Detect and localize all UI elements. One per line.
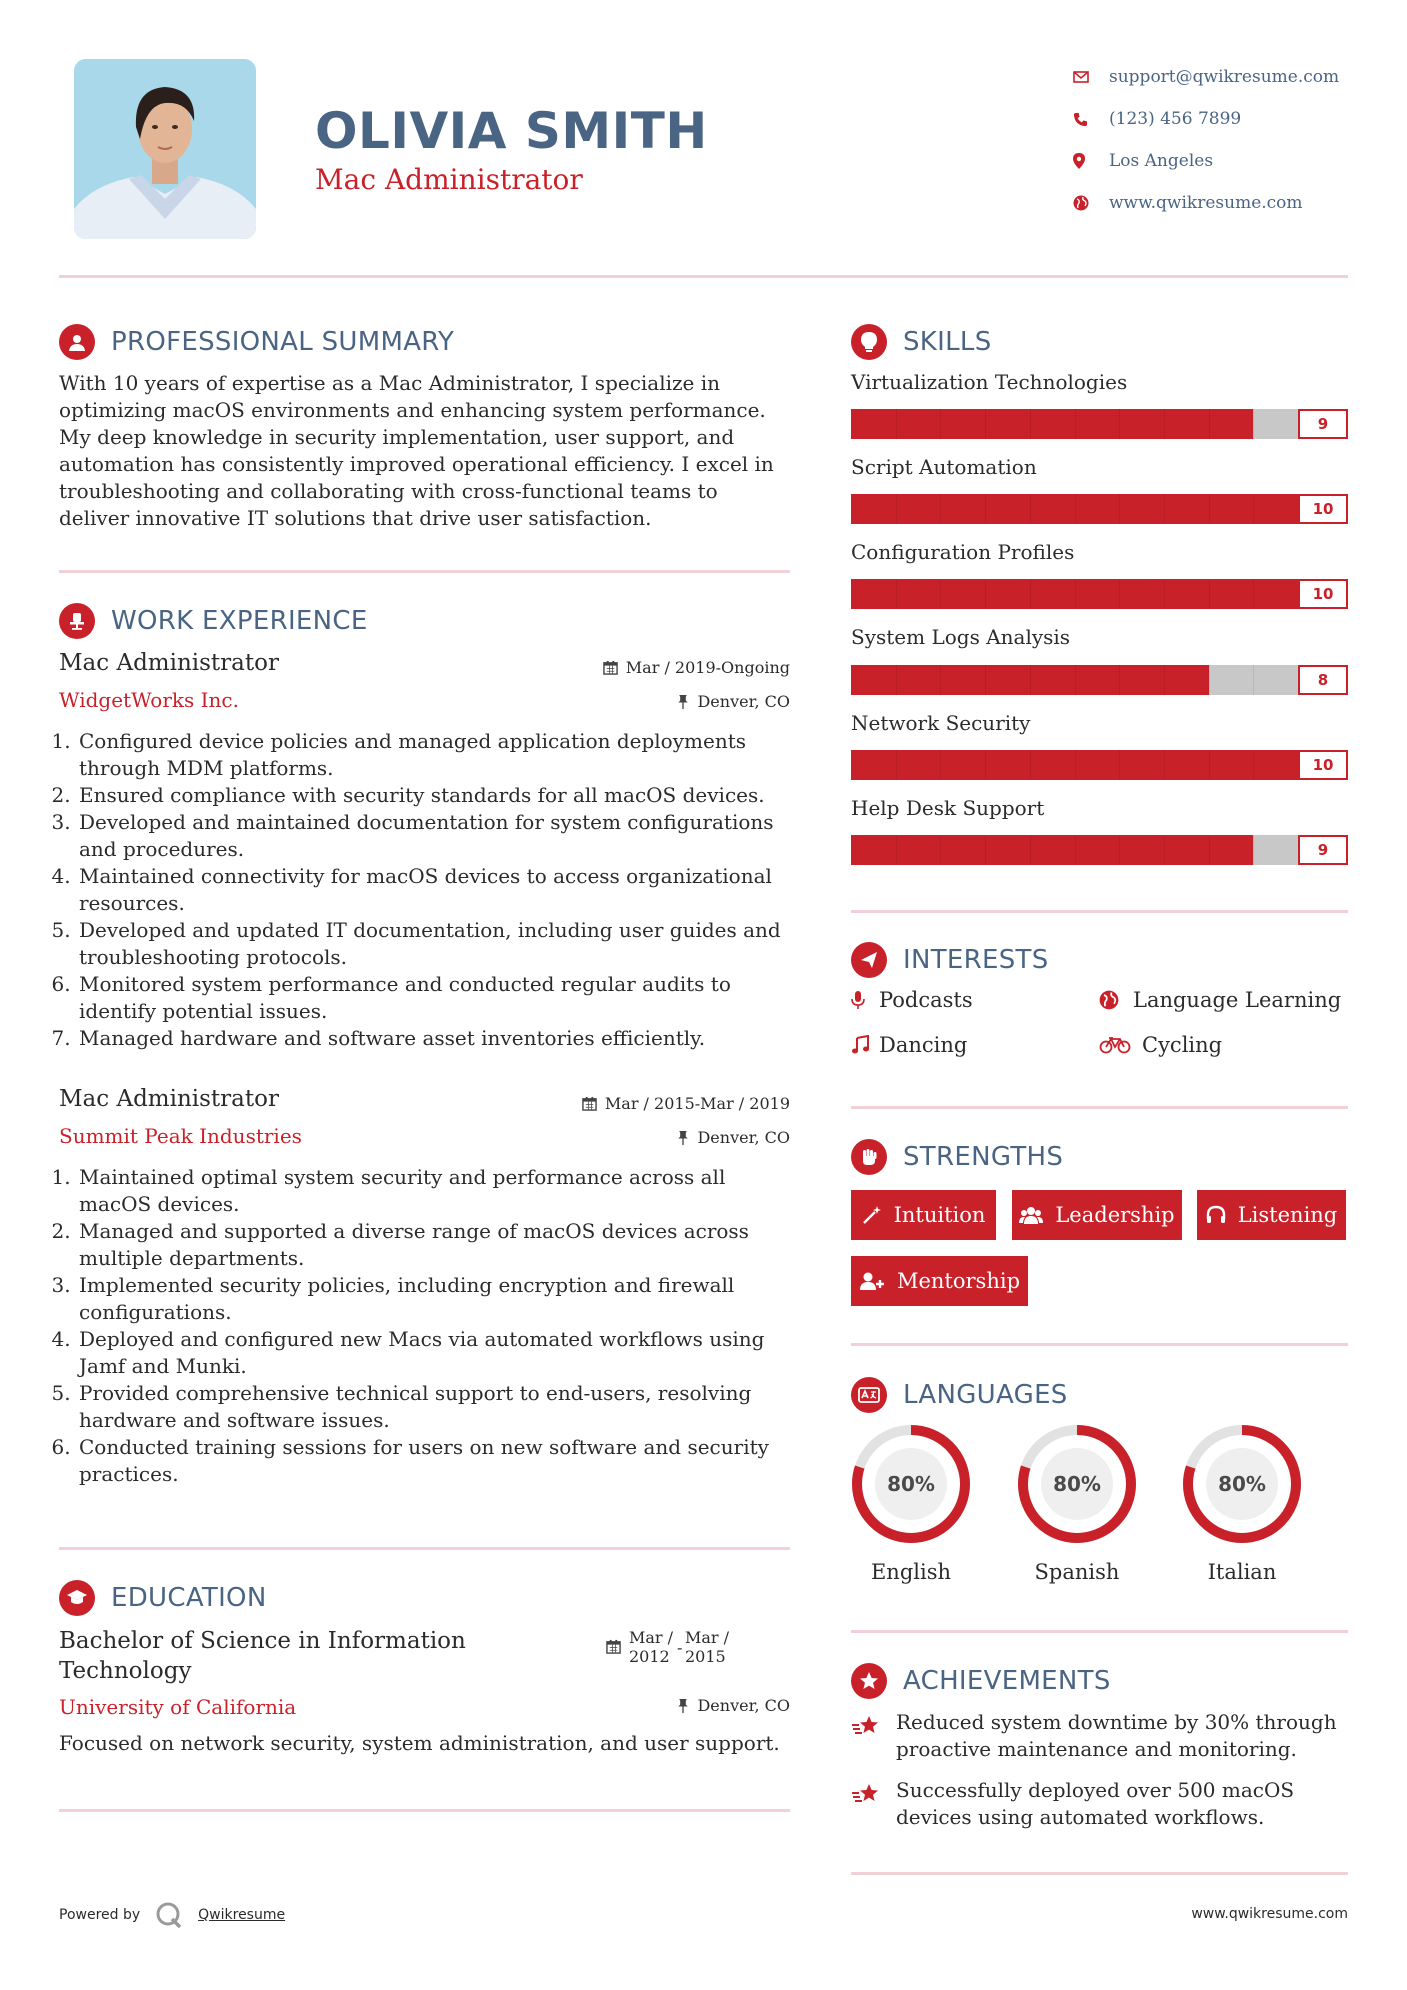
- skill-name: System Logs Analysis: [851, 625, 1071, 649]
- skill-bar: [851, 494, 1348, 524]
- strength-tag: [851, 1190, 996, 1240]
- strengths-divider: [851, 1343, 1348, 1346]
- skill-bar-fill: [851, 494, 1348, 524]
- skill-bar-segment: [1030, 579, 1031, 609]
- interests-title: INTERESTS: [903, 945, 1049, 975]
- language-name: English: [870, 1560, 952, 1584]
- achievement-item: [851, 1777, 1351, 1831]
- list-item: 4. Maintained connectivity for macOS devices to access organizational resources.: [77, 863, 794, 917]
- strength-label: Intuition: [893, 1203, 986, 1227]
- work-title: WORK EXPERIENCE: [111, 606, 368, 636]
- chair-icon: [59, 603, 95, 639]
- skill-bar-segment: [940, 494, 941, 524]
- list-item: 7. Managed hardware and software asset inventories efficiently.: [77, 1025, 794, 1052]
- skill-bar-fill: [851, 835, 1253, 865]
- skill-bar-segment: [940, 579, 941, 609]
- contact-location-text: Los Angeles: [1109, 151, 1214, 171]
- contact-email-text: support@qwikresume.com: [1109, 67, 1340, 87]
- paper-plane-icon: [851, 942, 887, 978]
- interests-divider: [851, 1106, 1348, 1109]
- skill-bar-segment: [896, 750, 897, 780]
- skill-bar-segment: [1253, 579, 1254, 609]
- skill-bar-segment: [1119, 579, 1120, 609]
- interest-item: [1099, 988, 1341, 1012]
- job-2-company: Summit Peak Industries: [59, 1124, 302, 1148]
- skills-heading: [851, 324, 992, 360]
- skill-bar-segment: [940, 750, 941, 780]
- footer-brand-link[interactable]: Qwikresume: [198, 1907, 286, 1923]
- headphones-icon: [1206, 1205, 1226, 1225]
- strength-label: Mentorship: [896, 1269, 1021, 1293]
- summary-title: PROFESSIONAL SUMMARY: [111, 327, 455, 357]
- job-2-location-text: Denver, CO: [697, 1128, 790, 1147]
- education-title: EDUCATION: [111, 1583, 267, 1613]
- calendar-icon: [606, 1639, 621, 1654]
- language-item: [849, 1422, 973, 1584]
- skill-bar-segment: [896, 835, 897, 865]
- strengths-heading: [851, 1139, 1063, 1175]
- job-2-duties: [59, 1164, 794, 1488]
- skill-bar-segment: [896, 665, 897, 695]
- education-end-month: Mar /: [685, 1628, 730, 1647]
- languages-title: LANGUAGES: [903, 1380, 1068, 1410]
- skill-bar-segment: [1119, 835, 1120, 865]
- interest-label: Podcasts: [879, 988, 973, 1012]
- skill-bar-segment: [1075, 835, 1076, 865]
- contact-phone-text: (123) 456 7899: [1109, 109, 1242, 129]
- interest-item: [851, 1033, 967, 1057]
- graduation-cap-icon: [59, 1580, 95, 1616]
- skill-bar-segment: [940, 409, 941, 439]
- skill-bar-fill: [851, 409, 1253, 439]
- skill-name: Virtualization Technologies: [851, 370, 1128, 394]
- language-item: [1015, 1422, 1139, 1584]
- skill-bar-segment: [1030, 409, 1031, 439]
- contact-list: [1073, 56, 1339, 224]
- skill-bar-segment: [1209, 409, 1210, 439]
- contact-website[interactable]: [1073, 182, 1339, 224]
- summary-heading: [59, 324, 454, 360]
- skill-bar-segment: [985, 750, 986, 780]
- strength-tag: [851, 1256, 1028, 1306]
- list-item: 6. Monitored system performance and conducted regular audits to identify potential issues.: [77, 971, 794, 1025]
- language-name: Italian: [1207, 1560, 1277, 1584]
- summary-divider: [59, 570, 790, 573]
- skill-score: 9: [1298, 835, 1348, 865]
- job-1-company: WidgetWorks Inc.: [59, 688, 239, 712]
- skill-bar-segment: [896, 409, 897, 439]
- languages-divider: [851, 1630, 1348, 1633]
- language-name: Spanish: [1034, 1560, 1120, 1584]
- skill-bar-segment: [1075, 665, 1076, 695]
- envelope-icon: [1073, 67, 1109, 87]
- strength-label: Listening: [1237, 1203, 1338, 1227]
- skill-bar: [851, 835, 1348, 865]
- skill-bar-segment: [1030, 494, 1031, 524]
- skill-bar-segment: [1075, 409, 1076, 439]
- candidate-role: Mac Administrator: [315, 163, 583, 196]
- list-item: 5. Provided comprehensive technical support to end-users, resolving hardware and software issues.: [77, 1380, 794, 1434]
- skill-bar-segment: [1075, 494, 1076, 524]
- skill-bar-segment: [1209, 579, 1210, 609]
- interests-heading: [851, 942, 1049, 978]
- skill-bar-segment: [1209, 835, 1210, 865]
- footer-powered-by: [59, 1900, 285, 1930]
- skill-bar-segment: [1119, 409, 1120, 439]
- interest-label: Language Learning: [1133, 988, 1342, 1012]
- skill-bar-segment: [1030, 835, 1031, 865]
- interest-item: [1099, 1033, 1222, 1057]
- contact-website-text: www.qwikresume.com: [1109, 193, 1303, 213]
- job-2-location: [677, 1128, 790, 1147]
- list-item: 2. Ensured compliance with security standards for all macOS devices.: [77, 782, 794, 809]
- skill-bar-segment: [1164, 835, 1165, 865]
- achievements-title: ACHIEVEMENTS: [903, 1666, 1111, 1696]
- job-1-location-text: Denver, CO: [697, 692, 790, 711]
- skill-bar: [851, 579, 1348, 609]
- bicycle-icon: [1099, 1036, 1142, 1054]
- list-item: 6. Conducted training sessions for users on new software and security practices.: [77, 1434, 794, 1488]
- job-2-dates: [582, 1094, 790, 1113]
- pushpin-icon: [677, 1698, 689, 1713]
- skill-bar: [851, 409, 1348, 439]
- calendar-icon: [582, 1096, 597, 1111]
- language-percent: 80%: [887, 1472, 935, 1496]
- skill-bar-segment: [1164, 494, 1165, 524]
- skill-bar-segment: [1119, 750, 1120, 780]
- education-school: University of California: [59, 1695, 297, 1719]
- languages-heading: [851, 1377, 1068, 1413]
- skill-bar-segment: [1075, 750, 1076, 780]
- fist-icon: [851, 1139, 887, 1175]
- list-item: 3. Implemented security policies, including encryption and firewall configurations.: [77, 1272, 794, 1326]
- list-item: 1. Configured device policies and managed application deployments through MDM platforms.: [77, 728, 794, 782]
- globe-icon: [1099, 990, 1133, 1010]
- education-description: Focused on network security, system administration, and user support.: [59, 1731, 780, 1755]
- work-divider: [59, 1547, 790, 1550]
- pushpin-icon: [677, 1130, 689, 1145]
- skill-bar-segment: [985, 835, 986, 865]
- header-divider: [59, 275, 1348, 278]
- interest-label: Cycling: [1142, 1033, 1223, 1057]
- footer-powered-label: Powered by: [59, 1907, 141, 1923]
- user-plus-icon: [859, 1271, 885, 1291]
- skill-bar-segment: [1253, 494, 1254, 524]
- job-1-dates: [603, 658, 790, 677]
- skill-bar-segment: [1209, 494, 1210, 524]
- skill-bar-segment: [985, 409, 986, 439]
- job-2-dates-text: Mar / 2015-Mar / 2019: [604, 1094, 790, 1113]
- strength-label: Leadership: [1055, 1203, 1175, 1227]
- lightbulb-icon: [851, 324, 887, 360]
- language-ring: [1015, 1422, 1139, 1546]
- achievement-text: Successfully deployed over 500 macOS devices using automated workflows.: [896, 1778, 1295, 1829]
- language-ring: [849, 1422, 973, 1546]
- skill-bar-fill: [851, 579, 1348, 609]
- strength-tag: [1197, 1190, 1346, 1240]
- skill-bar-segment: [940, 835, 941, 865]
- achievement-text: Reduced system downtime by 30% through proactive maintenance and monitoring.: [896, 1710, 1337, 1761]
- skill-bar-segment: [1030, 665, 1031, 695]
- skill-bar-segment: [1253, 750, 1254, 780]
- skill-bar-fill: [851, 750, 1348, 780]
- skill-bar-segment: [1119, 494, 1120, 524]
- list-item: 3. Developed and maintained documentation for system configurations and procedures.: [77, 809, 794, 863]
- skill-name: Network Security: [851, 711, 1031, 735]
- education-heading: [59, 1580, 267, 1616]
- list-item: 4. Deployed and configured new Macs via automated workflows using Jamf and Munki.: [77, 1326, 794, 1380]
- shooting-star-icon: [851, 1777, 896, 1831]
- pushpin-icon: [677, 694, 689, 709]
- list-item: 2. Managed and supported a diverse range of macOS devices across multiple departments.: [77, 1218, 794, 1272]
- education-divider: [59, 1809, 790, 1812]
- education-degree: Bachelor of Science in Information Technology: [59, 1628, 466, 1684]
- skill-bar: [851, 665, 1348, 695]
- contact-phone[interactable]: [1073, 98, 1339, 140]
- education-dates: [606, 1628, 733, 1666]
- skill-bar-segment: [1253, 835, 1254, 865]
- skill-name: Help Desk Support: [851, 796, 1045, 820]
- phone-icon: [1073, 109, 1109, 129]
- skill-bar-segment: [940, 665, 941, 695]
- education-start-month: Mar /: [629, 1628, 674, 1647]
- strengths-title: STRENGTHS: [903, 1142, 1064, 1172]
- education-date-dash: -: [677, 1638, 683, 1657]
- language-percent: 80%: [1218, 1472, 1266, 1496]
- skill-bar-segment: [1209, 750, 1210, 780]
- strength-tag: [1012, 1190, 1182, 1240]
- list-item: 5. Developed and updated IT documentation, including user guides and troubleshooting protocols.: [77, 917, 794, 971]
- contact-email[interactable]: [1073, 56, 1339, 98]
- skill-bar-segment: [1030, 750, 1031, 780]
- language-item: [1180, 1422, 1304, 1584]
- achievement-item: [851, 1709, 1351, 1763]
- skill-score: 10: [1298, 579, 1348, 609]
- job-2-title: Mac Administrator: [59, 1086, 279, 1112]
- users-icon: [1019, 1205, 1043, 1225]
- summary-text: With 10 years of expertise as a Mac Administrator, I specialize in optimizing macOS environments and enhancing system performance. My deep knowledge in security implementation, user support, and automation has consistently improved operational efficiency. I excel in troubleshooting and collaborating with cross-functional teams to deliver innovative IT solutions that drive user satisfaction.: [59, 371, 774, 530]
- achievements-heading: [851, 1663, 1111, 1699]
- job-1-dates-text: Mar / 2019-Ongoing: [625, 658, 790, 677]
- education-start-year: 2012: [629, 1647, 670, 1666]
- skill-bar-segment: [1253, 665, 1254, 695]
- job-1-duties: [59, 728, 794, 1052]
- job-1-location: [677, 692, 790, 711]
- language-ring: [1180, 1422, 1304, 1546]
- skill-bar-segment: [1119, 665, 1120, 695]
- skill-bar-segment: [1164, 750, 1165, 780]
- skills-title: SKILLS: [903, 327, 992, 357]
- interest-item: [851, 988, 973, 1012]
- skill-bar-segment: [985, 494, 986, 524]
- skill-bar-segment: [1164, 409, 1165, 439]
- skill-name: Script Automation: [851, 455, 1037, 479]
- footer-website[interactable]: www.qwikresume.com: [1191, 1906, 1348, 1922]
- skill-bar-segment: [985, 579, 986, 609]
- microphone-icon: [851, 990, 879, 1010]
- interest-label: Dancing: [879, 1033, 968, 1057]
- music-note-icon: [851, 1035, 879, 1055]
- achievements-divider: [851, 1872, 1348, 1875]
- skill-bar-segment: [896, 579, 897, 609]
- education-location: [677, 1696, 790, 1715]
- skill-score: 9: [1298, 409, 1348, 439]
- profile-photo: [74, 59, 256, 239]
- user-circle-icon: [59, 324, 95, 360]
- contact-location: [1073, 140, 1339, 182]
- skill-bar-segment: [1253, 409, 1254, 439]
- skill-bar-segment: [1164, 579, 1165, 609]
- skill-score: 10: [1298, 750, 1348, 780]
- qwikresume-logo-icon: [154, 1900, 184, 1930]
- skill-score: 10: [1298, 494, 1348, 524]
- list-item: 1. Maintained optimal system security and performance across all macOS devices.: [77, 1164, 794, 1218]
- education-end-year: 2015: [685, 1647, 726, 1666]
- magic-wand-icon: [862, 1205, 882, 1225]
- translate-icon: [851, 1377, 887, 1413]
- skills-divider: [851, 910, 1348, 913]
- skill-bar-segment: [896, 494, 897, 524]
- work-heading: [59, 603, 368, 639]
- skill-score: 8: [1298, 665, 1348, 695]
- skill-bar-segment: [1075, 579, 1076, 609]
- skill-bar-segment: [1164, 665, 1165, 695]
- globe-icon: [1073, 193, 1109, 213]
- job-1-title: Mac Administrator: [59, 650, 279, 676]
- education-location-text: Denver, CO: [697, 1696, 790, 1715]
- skill-bar-segment: [1209, 665, 1210, 695]
- map-pin-icon: [1073, 151, 1109, 171]
- star-badge-icon: [851, 1663, 887, 1699]
- candidate-name: OLIVIA SMITH: [315, 102, 708, 160]
- shooting-star-icon: [851, 1709, 896, 1763]
- skill-bar: [851, 750, 1348, 780]
- calendar-icon: [603, 660, 618, 675]
- skill-name: Configuration Profiles: [851, 540, 1075, 564]
- skill-bar-segment: [985, 665, 986, 695]
- language-percent: 80%: [1053, 1472, 1101, 1496]
